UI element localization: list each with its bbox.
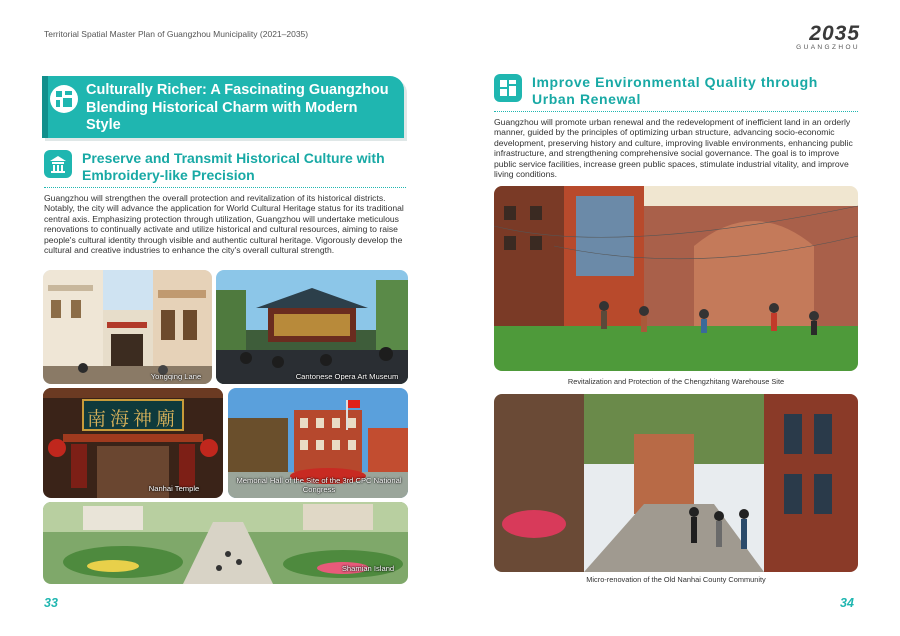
photo-caption: Nanhai Temple: [148, 484, 200, 493]
logo-number: 2035: [809, 22, 860, 45]
chapter-title: Culturally Richer: A Fascinating Guangzhou Blending Historical Charm with Modern Style: [86, 82, 389, 133]
right-page: [450, 0, 900, 636]
section-heading: [494, 74, 862, 108]
temple-plaque-text: 南海神廟: [87, 408, 180, 430]
opera-museum-image: [216, 270, 408, 384]
yongqing-lane-image: [43, 270, 212, 384]
nanhai-community-image: [494, 394, 858, 572]
photo-caption: Cantonese Opera Art Museum: [295, 372, 399, 381]
building-blocks-icon: [494, 74, 522, 102]
divider: [44, 187, 406, 188]
figure-caption: Revitalization and Protection of the Chengzhitang Warehouse Site: [567, 377, 785, 386]
section-body: Guangzhou will strengthen the overall protection and revitalization of its historical districts. Notably, the city will advance the application for World Cultural Heritage status for its traditional central axis. Emphasizing protection through utilization, Guangzhou will undertake meticulous renovations to continually activate and utilize historical and cultural resources, aiming to raise people's cultural identity through visible and authentic cultural heritage. Vigorously develop the cultural and creative industries to enhance the city's overall cultural strength.: [44, 193, 404, 256]
photo-shamian-island: [43, 502, 408, 584]
section-body: Guangzhou will promote urban renewal and the redevelopment of inefficient land in an orderly manner, guided by the principles of optimizing urban structure, advancing socio-economic development, preserving history and culture, improving livable environments, enhancing public infrastructure, and strengthening comprehensive social governance. The goal is to improve public service facilities, increase green public spaces, stimulate industrial vitality, and improve living conditions.: [494, 117, 853, 180]
logo-subtitle: GUANGZHOU: [796, 44, 860, 51]
section-title: Preserve and Transmit Historical Culture with Embroidery-like Precision: [82, 150, 385, 183]
section-title: Improve Environmental Quality through Urban Renewal: [532, 74, 818, 107]
photo-caption: Memorial Hall of the Site of the 3rd CPC National Congress: [236, 476, 402, 494]
photo-opera-museum: [216, 270, 408, 384]
divider: [494, 111, 858, 112]
figure-caption: Micro-renovation of the Old Nanhai County Community: [586, 575, 766, 584]
photo-chengzhitang: [494, 186, 858, 371]
photo-caption: Yongqing Lane: [150, 372, 202, 381]
photo-nanhai-temple: [43, 388, 223, 498]
section-heading: [44, 150, 392, 184]
photo-yongqing-lane: [43, 270, 212, 384]
chengzhitang-image: [494, 186, 858, 371]
plan-logo: [796, 22, 860, 51]
photo-nanhai-community: [494, 394, 858, 572]
photo-memorial-hall: [228, 388, 408, 498]
page-number: 33: [44, 596, 58, 610]
culture-grid-icon: [50, 85, 78, 113]
chapter-banner: [42, 76, 404, 138]
running-title: Territorial Spatial Master Plan of Guangzhou Municipality (2021–2035): [44, 29, 309, 39]
page-number: 34: [840, 596, 854, 610]
pavilion-icon: [44, 150, 72, 178]
photo-caption: Shamian Island: [341, 564, 395, 573]
